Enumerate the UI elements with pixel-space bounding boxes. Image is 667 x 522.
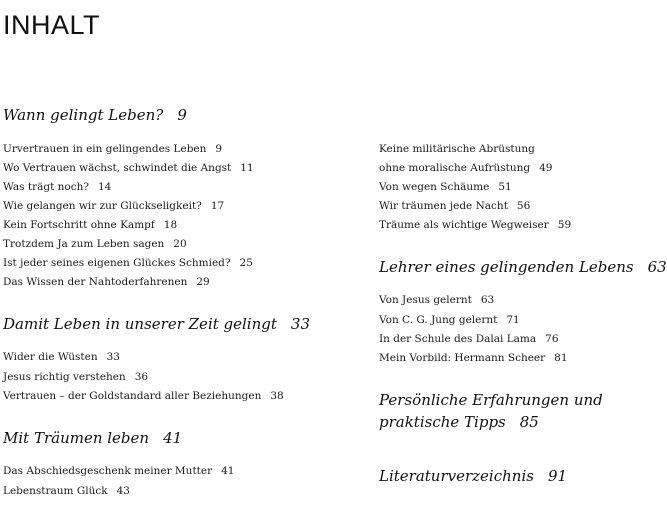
- entry-page-number: 18: [163, 219, 178, 231]
- entry-page-number: 11: [240, 162, 254, 174]
- entry-title: Wider die Wüsten: [3, 351, 98, 363]
- toc-entry[interactable]: [3, 256, 253, 270]
- entry-title: Wie gelangen wir zur Glückseligkeit?: [3, 200, 202, 212]
- section-title-line: praktische Tipps: [379, 413, 506, 431]
- section-page-number: 85: [519, 413, 539, 431]
- toc-section-heading[interactable]: [379, 389, 603, 433]
- entry-title: Jesus richtig verstehen: [3, 371, 126, 383]
- toc-entry[interactable]: [3, 275, 210, 289]
- entry-page-number: 33: [106, 351, 120, 363]
- entry-title: Keine militärische Abrüstung: [379, 143, 535, 155]
- entry-title: Das Abschiedsgeschenk meiner Mutter: [3, 465, 213, 477]
- toc-entry[interactable]: [3, 161, 254, 175]
- toc-entry[interactable]: [379, 351, 568, 365]
- entry-title: Von wegen Schäume: [379, 181, 490, 193]
- toc-entry[interactable]: [3, 218, 177, 232]
- toc-entry[interactable]: [3, 180, 111, 194]
- section-page-number: 9: [177, 106, 187, 124]
- entry-page-number: 9: [215, 143, 223, 155]
- entry-page-number: 36: [134, 371, 149, 383]
- section-page-number: 41: [163, 429, 183, 447]
- entry-title: Von C. G. Jung gelernt: [379, 314, 498, 326]
- toc-entry[interactable]: [379, 180, 512, 194]
- entry-page-number: 51: [498, 181, 512, 193]
- entry-title: Trotzdem Ja zum Leben sagen: [3, 238, 165, 250]
- toc-section-heading[interactable]: [379, 256, 667, 278]
- entry-title: Von Jesus gelernt: [379, 294, 472, 306]
- entry-title: Das Wissen der Nahtoderfahrenen: [3, 276, 188, 288]
- entry-page-number: 71: [506, 314, 520, 326]
- toc-entry[interactable]: [3, 464, 235, 478]
- section-page-number: 63: [647, 258, 667, 276]
- toc-section-heading[interactable]: [3, 104, 187, 126]
- toc-entry[interactable]: [3, 237, 187, 251]
- toc-entry[interactable]: [379, 313, 520, 327]
- section-title: Wann gelingt Leben?: [3, 106, 164, 124]
- entry-page-number: 43: [116, 485, 130, 497]
- entry-title: ohne moralische Aufrüstung: [379, 162, 531, 174]
- entry-title: Mein Vorbild: Hermann Scheer: [379, 352, 546, 364]
- toc-entry[interactable]: [379, 161, 553, 175]
- toc-entry[interactable]: [379, 293, 494, 307]
- entry-title: Urvertrauen in ein gelingendes Leben: [3, 143, 207, 155]
- entry-page-number: 25: [239, 257, 253, 269]
- toc-entry[interactable]: [3, 389, 284, 403]
- section-title: Lehrer eines gelingenden Lebens: [379, 258, 634, 276]
- entry-page-number: 29: [196, 276, 210, 288]
- section-page-number: 33: [290, 315, 310, 333]
- entry-title: Wo Vertrauen wächst, schwindet die Angst: [3, 162, 232, 174]
- entry-title: Lebenstraum Glück: [3, 485, 108, 497]
- entry-title: Träume als wichtige Wegweiser: [379, 219, 549, 231]
- section-title: Literaturverzeichnis: [379, 467, 534, 485]
- toc-entry[interactable]: [3, 350, 120, 364]
- section-page-number: 91: [547, 467, 568, 485]
- entry-page-number: 49: [539, 162, 553, 174]
- entry-title: Wir träumen jede Nacht: [379, 200, 508, 212]
- entry-page-number: 63: [480, 294, 495, 306]
- entry-page-number: 59: [557, 219, 572, 231]
- toc-section-heading[interactable]: [3, 313, 310, 335]
- entry-title: In der Schule des Dalai Lama: [379, 333, 537, 345]
- toc-section-heading[interactable]: [379, 465, 567, 487]
- toc-entry[interactable]: [379, 332, 559, 346]
- toc-entry[interactable]: [3, 484, 130, 498]
- entry-title: Was trägt noch?: [3, 181, 89, 193]
- entry-title: Vertrauen – der Goldstandard aller Beziehungen: [3, 390, 262, 402]
- entry-page-number: 81: [554, 352, 568, 364]
- entry-title: Ist jeder seines eigenen Glückes Schmied?: [3, 257, 231, 269]
- section-title-line: Persönliche Erfahrungen und: [379, 391, 603, 409]
- entry-page-number: 20: [173, 238, 187, 250]
- toc-entry[interactable]: [379, 218, 571, 232]
- toc-entry[interactable]: [3, 370, 148, 384]
- entry-page-number: 17: [210, 200, 225, 212]
- toc-entry[interactable]: [3, 199, 224, 213]
- entry-page-number: 76: [545, 333, 559, 345]
- entry-page-number: 56: [516, 200, 531, 212]
- toc-section-heading[interactable]: [3, 427, 182, 449]
- toc-entry[interactable]: [379, 142, 535, 156]
- section-title: Mit Träumen leben: [3, 429, 150, 447]
- page-title: INHALT: [3, 10, 101, 40]
- entry-title: Kein Fortschritt ohne Kampf: [3, 219, 155, 231]
- toc-entry[interactable]: [3, 142, 222, 156]
- entry-page-number: 14: [98, 181, 112, 193]
- entry-page-number: 38: [270, 390, 284, 402]
- section-title: Damit Leben in unserer Zeit gelingt: [3, 315, 277, 333]
- entry-page-number: 41: [221, 465, 235, 477]
- toc-entry[interactable]: [379, 199, 530, 213]
